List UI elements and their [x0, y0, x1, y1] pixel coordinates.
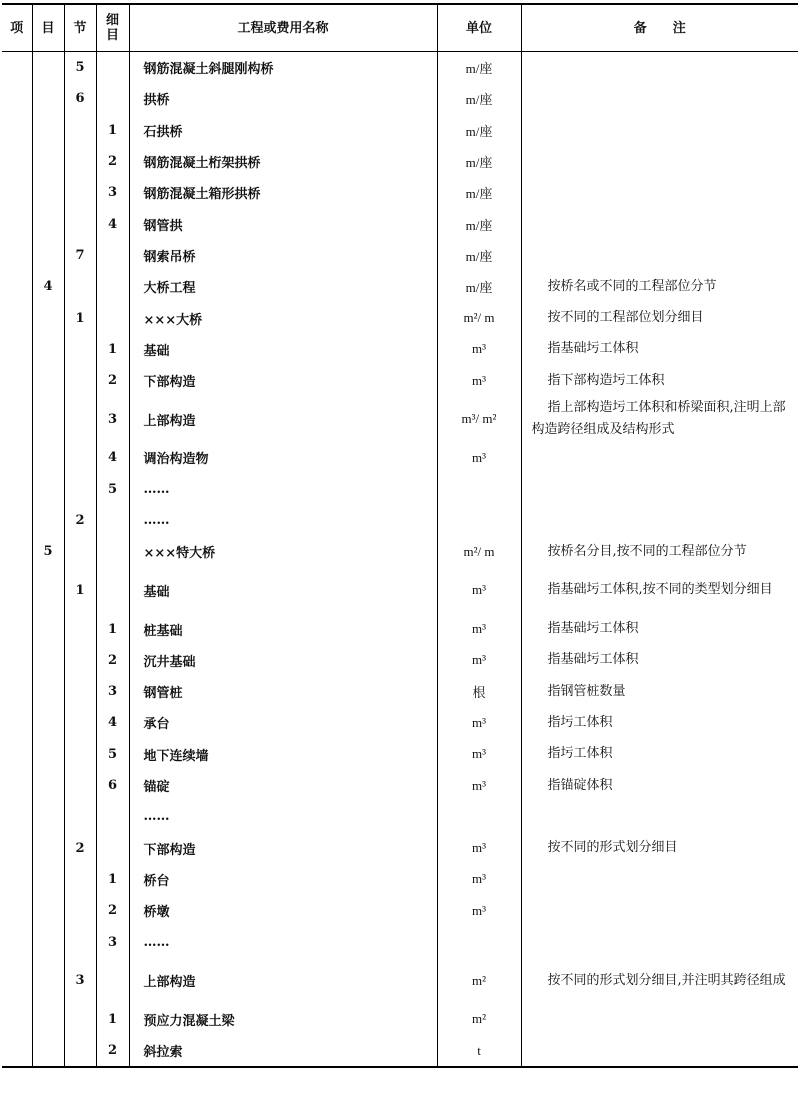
note-text: 指基础圬工体积: [547, 621, 639, 637]
cell-mu: [32, 177, 64, 208]
table-row: [2, 1004, 798, 1035]
cell-xiang: [2, 645, 32, 676]
cell-jie: 2: [64, 505, 96, 536]
cell-xiang: [2, 146, 32, 177]
cell-note: [521, 926, 798, 957]
cell-unit: m³: [437, 442, 521, 473]
table-row: [2, 926, 798, 957]
cell-xiang: [2, 396, 32, 442]
note-text: 按不同的工程部位划分细目: [547, 310, 704, 326]
cell-ximu: 4: [96, 442, 129, 473]
cell-xiang: [2, 365, 32, 396]
table-row: [2, 567, 798, 613]
cell-ximu: 4: [96, 707, 129, 738]
cell-unit: m³: [437, 739, 521, 770]
cell-name: 钢筋混凝土桁架拱桥: [129, 146, 437, 177]
cell-note: [521, 739, 798, 770]
cell-mu: 5: [32, 536, 64, 567]
cell-jie: 5: [64, 52, 96, 84]
cell-ximu: [96, 302, 129, 333]
cell-mu: [32, 801, 64, 832]
cell-ximu: 1: [96, 1004, 129, 1035]
table-row: [2, 864, 798, 895]
cell-unit: m/座: [437, 271, 521, 302]
cell-unit: [437, 926, 521, 957]
cell-xiang: [2, 926, 32, 957]
cell-unit: m/座: [437, 208, 521, 239]
cell-unit: m²/ m: [437, 536, 521, 567]
cell-unit: m³/ m²: [437, 396, 521, 442]
table-row: [2, 271, 798, 302]
note-text: 按不同的形式划分细目: [547, 840, 678, 856]
cell-jie: [64, 177, 96, 208]
cell-unit: [437, 505, 521, 536]
table-row: [2, 613, 798, 644]
table-row: [2, 505, 798, 536]
cell-unit: m/座: [437, 83, 521, 114]
cell-name: 桥墩: [129, 895, 437, 926]
cell-jie: [64, 926, 96, 957]
cell-name: 锚碇: [129, 770, 437, 801]
cell-ximu: [96, 505, 129, 536]
cell-note: [521, 396, 798, 442]
cell-name: ……: [129, 505, 437, 536]
cell-unit: m³: [437, 645, 521, 676]
cell-note: [521, 613, 798, 644]
cell-jie: [64, 1035, 96, 1067]
table-row: [2, 895, 798, 926]
cell-unit: m/座: [437, 146, 521, 177]
cell-xiang: [2, 567, 32, 613]
cell-name: 上部构造: [129, 396, 437, 442]
cell-unit: m³: [437, 613, 521, 644]
cell-note: [521, 801, 798, 832]
cell-note: [521, 707, 798, 738]
cell-mu: [32, 474, 64, 505]
cell-mu: [32, 833, 64, 864]
table-row: [2, 442, 798, 473]
cell-name: 拱桥: [129, 83, 437, 114]
cell-unit: m/座: [437, 240, 521, 271]
cell-ximu: [96, 83, 129, 114]
cell-ximu: 1: [96, 334, 129, 365]
cell-unit: m²: [437, 958, 521, 1004]
cell-note: [521, 1035, 798, 1067]
cell-jie: [64, 613, 96, 644]
header-mu: 目: [32, 4, 64, 52]
cell-name: 下部构造: [129, 833, 437, 864]
cell-ximu: [96, 52, 129, 84]
cell-jie: [64, 739, 96, 770]
cell-unit: 根: [437, 676, 521, 707]
cell-unit: m³: [437, 334, 521, 365]
cell-ximu: 3: [96, 177, 129, 208]
cell-name: ……: [129, 926, 437, 957]
cell-jie: [64, 707, 96, 738]
cell-xiang: [2, 177, 32, 208]
cell-xiang: [2, 958, 32, 1004]
cell-name: 上部构造: [129, 958, 437, 1004]
cell-mu: [32, 240, 64, 271]
cell-ximu: 3: [96, 676, 129, 707]
cell-name: 钢管桩: [129, 676, 437, 707]
cell-name: 预应力混凝土梁: [129, 1004, 437, 1035]
cell-jie: [64, 365, 96, 396]
cell-ximu: 2: [96, 1035, 129, 1067]
cell-unit: m³: [437, 567, 521, 613]
cell-note: [521, 864, 798, 895]
cell-unit: [437, 801, 521, 832]
cell-mu: [32, 926, 64, 957]
table-row: [2, 146, 798, 177]
cell-ximu: 5: [96, 739, 129, 770]
cell-jie: [64, 895, 96, 926]
note-text: 指锚碇体积: [547, 777, 613, 793]
cell-unit: m³: [437, 365, 521, 396]
cell-mu: [32, 739, 64, 770]
cell-note: [521, 240, 798, 271]
cell-ximu: [96, 801, 129, 832]
cell-ximu: [96, 833, 129, 864]
table-row: [2, 958, 798, 1004]
header-ximu: [96, 4, 129, 52]
cell-xiang: [2, 770, 32, 801]
cell-note: [521, 83, 798, 114]
cell-ximu: 1: [96, 613, 129, 644]
cell-xiang: [2, 739, 32, 770]
table-row: [2, 833, 798, 864]
cell-note: [521, 833, 798, 864]
cell-jie: [64, 864, 96, 895]
cell-unit: m³: [437, 833, 521, 864]
table-body: [2, 52, 798, 1068]
cell-jie: 7: [64, 240, 96, 271]
cell-note: [521, 208, 798, 239]
cell-jie: [64, 645, 96, 676]
cell-note: [521, 505, 798, 536]
cell-mu: [32, 1035, 64, 1067]
cell-name: 桩基础: [129, 613, 437, 644]
note-text: 按不同的形式划分细目,并注明其跨径组成: [547, 972, 786, 988]
cell-mu: [32, 505, 64, 536]
cell-note: [521, 334, 798, 365]
table-header-row: [2, 4, 798, 52]
cell-unit: m³: [437, 707, 521, 738]
cell-jie: [64, 801, 96, 832]
document: [2, 3, 798, 1068]
cell-name: 地下连续墙: [129, 739, 437, 770]
cell-mu: [32, 365, 64, 396]
cell-jie: 1: [64, 302, 96, 333]
cell-jie: [64, 536, 96, 567]
note-text: 指钢管桩数量: [547, 683, 626, 699]
cell-jie: [64, 676, 96, 707]
cell-mu: [32, 334, 64, 365]
table-row: [2, 1035, 798, 1067]
table-row: [2, 115, 798, 146]
cell-unit: m²/ m: [437, 302, 521, 333]
cell-name: 承台: [129, 707, 437, 738]
cell-name: 钢管拱: [129, 208, 437, 239]
cell-xiang: [2, 895, 32, 926]
cell-unit: m/座: [437, 52, 521, 84]
cell-ximu: 5: [96, 474, 129, 505]
note-text: 指基础圬工体积: [547, 341, 639, 357]
cell-name: ……: [129, 474, 437, 505]
cell-ximu: 1: [96, 864, 129, 895]
note-text: 指圬工体积: [547, 746, 613, 762]
cell-note: [521, 365, 798, 396]
cell-mu: [32, 676, 64, 707]
table-row: [2, 334, 798, 365]
cell-jie: 6: [64, 83, 96, 114]
cell-mu: [32, 567, 64, 613]
cell-ximu: [96, 567, 129, 613]
table-row: [2, 536, 798, 567]
cell-mu: [32, 396, 64, 442]
note-text: 指基础圬工体积: [547, 652, 639, 668]
note-text: 指圬工体积: [547, 714, 613, 730]
table-row: [2, 240, 798, 271]
cell-xiang: [2, 1004, 32, 1035]
cell-mu: [32, 208, 64, 239]
note-text: 按桥名分目,按不同的工程部位分节: [547, 543, 747, 559]
cell-note: [521, 567, 798, 613]
cell-name: ×××大桥: [129, 302, 437, 333]
cell-unit: m/座: [437, 177, 521, 208]
cell-xiang: [2, 505, 32, 536]
table-row: [2, 208, 798, 239]
cell-note: [521, 474, 798, 505]
cell-mu: [32, 770, 64, 801]
cell-ximu: [96, 271, 129, 302]
cell-jie: [64, 334, 96, 365]
cost-items-table: [2, 3, 798, 1068]
cell-unit: m/座: [437, 115, 521, 146]
cell-name: ……: [129, 801, 437, 832]
cell-xiang: [2, 613, 32, 644]
cell-ximu: 2: [96, 895, 129, 926]
cell-xiang: [2, 115, 32, 146]
cell-mu: 4: [32, 271, 64, 302]
cell-xiang: [2, 271, 32, 302]
cell-note: [521, 146, 798, 177]
table-row: [2, 707, 798, 738]
cell-jie: [64, 208, 96, 239]
cell-note: [521, 177, 798, 208]
note-text: 指下部构造圬工体积: [547, 372, 665, 388]
cell-name: 大桥工程: [129, 271, 437, 302]
cell-note: [521, 52, 798, 84]
cell-unit: m³: [437, 895, 521, 926]
cell-name: 钢筋混凝土斜腿刚构桥: [129, 52, 437, 84]
cell-jie: [64, 146, 96, 177]
cell-mu: [32, 613, 64, 644]
cell-name: 调治构造物: [129, 442, 437, 473]
cell-ximu: [96, 536, 129, 567]
cell-mu: [32, 442, 64, 473]
cell-mu: [32, 895, 64, 926]
cell-ximu: 3: [96, 926, 129, 957]
cell-mu: [32, 115, 64, 146]
cell-unit: [437, 474, 521, 505]
cell-ximu: 4: [96, 208, 129, 239]
cell-ximu: 6: [96, 770, 129, 801]
cell-jie: 1: [64, 567, 96, 613]
cell-mu: [32, 864, 64, 895]
header-ximu-label: 细目: [105, 13, 119, 43]
cell-note: [521, 676, 798, 707]
cell-ximu: 1: [96, 115, 129, 146]
cell-xiang: [2, 240, 32, 271]
cell-xiang: [2, 676, 32, 707]
cell-jie: [64, 442, 96, 473]
table-row: [2, 739, 798, 770]
cell-mu: [32, 645, 64, 676]
header-note: 备 注: [521, 4, 798, 52]
cell-xiang: [2, 442, 32, 473]
cell-note: [521, 115, 798, 146]
cell-name: 沉井基础: [129, 645, 437, 676]
cell-ximu: 2: [96, 146, 129, 177]
cell-xiang: [2, 83, 32, 114]
cell-note: [521, 536, 798, 567]
cell-jie: 2: [64, 833, 96, 864]
cell-xiang: [2, 1035, 32, 1067]
cell-xiang: [2, 334, 32, 365]
cell-xiang: [2, 833, 32, 864]
cell-jie: [64, 396, 96, 442]
cell-xiang: [2, 302, 32, 333]
cell-note: [521, 302, 798, 333]
cell-name: 桥台: [129, 864, 437, 895]
table-row: [2, 676, 798, 707]
cell-mu: [32, 52, 64, 84]
header-unit: 单位: [437, 4, 521, 52]
cell-ximu: [96, 240, 129, 271]
cell-jie: [64, 115, 96, 146]
cell-xiang: [2, 474, 32, 505]
cell-name: 斜拉索: [129, 1035, 437, 1067]
table-row: [2, 177, 798, 208]
cell-mu: [32, 958, 64, 1004]
cell-note: [521, 770, 798, 801]
cell-jie: [64, 770, 96, 801]
cell-jie: [64, 1004, 96, 1035]
cell-note: [521, 271, 798, 302]
table-row: [2, 302, 798, 333]
cell-mu: [32, 707, 64, 738]
cell-ximu: 2: [96, 645, 129, 676]
cell-note: [521, 895, 798, 926]
cell-name: ×××特大桥: [129, 536, 437, 567]
table-row: [2, 645, 798, 676]
cell-mu: [32, 1004, 64, 1035]
cell-mu: [32, 146, 64, 177]
cell-unit: m³: [437, 770, 521, 801]
cell-name: 基础: [129, 334, 437, 365]
table-row: [2, 770, 798, 801]
note-text: 指基础圬工体积,按不同的类型划分细目: [547, 582, 773, 598]
table-row: [2, 52, 798, 84]
cell-note: [521, 645, 798, 676]
cell-ximu: 3: [96, 396, 129, 442]
cell-name: 下部构造: [129, 365, 437, 396]
cell-mu: [32, 83, 64, 114]
cell-jie: [64, 474, 96, 505]
cell-jie: [64, 271, 96, 302]
cell-xiang: [2, 536, 32, 567]
cell-name: 石拱桥: [129, 115, 437, 146]
cell-ximu: 2: [96, 365, 129, 396]
cell-xiang: [2, 208, 32, 239]
header-xiang: 项: [2, 4, 32, 52]
cell-jie: 3: [64, 958, 96, 1004]
cell-xiang: [2, 52, 32, 84]
cell-unit: m³: [437, 864, 521, 895]
table-row: [2, 474, 798, 505]
table-row: [2, 801, 798, 832]
cell-name: 基础: [129, 567, 437, 613]
table-row: [2, 365, 798, 396]
cell-xiang: [2, 864, 32, 895]
cell-unit: m²: [437, 1004, 521, 1035]
cell-unit: t: [437, 1035, 521, 1067]
header-jie: 节: [64, 4, 96, 52]
cell-mu: [32, 302, 64, 333]
cell-name: 钢索吊桥: [129, 240, 437, 271]
header-name: 工程或费用名称: [129, 4, 437, 52]
table-row: [2, 396, 798, 442]
cell-note: [521, 442, 798, 473]
cell-note: [521, 958, 798, 1004]
cell-xiang: [2, 801, 32, 832]
note-text: 指上部构造圬工体积和桥梁面积,注明上部构造跨径组成及结构形式: [531, 400, 786, 438]
note-text: 按桥名或不同的工程部位分节: [547, 278, 717, 294]
cell-xiang: [2, 707, 32, 738]
cell-note: [521, 1004, 798, 1035]
cell-ximu: [96, 958, 129, 1004]
table-row: [2, 83, 798, 114]
cell-name: 钢筋混凝土箱形拱桥: [129, 177, 437, 208]
